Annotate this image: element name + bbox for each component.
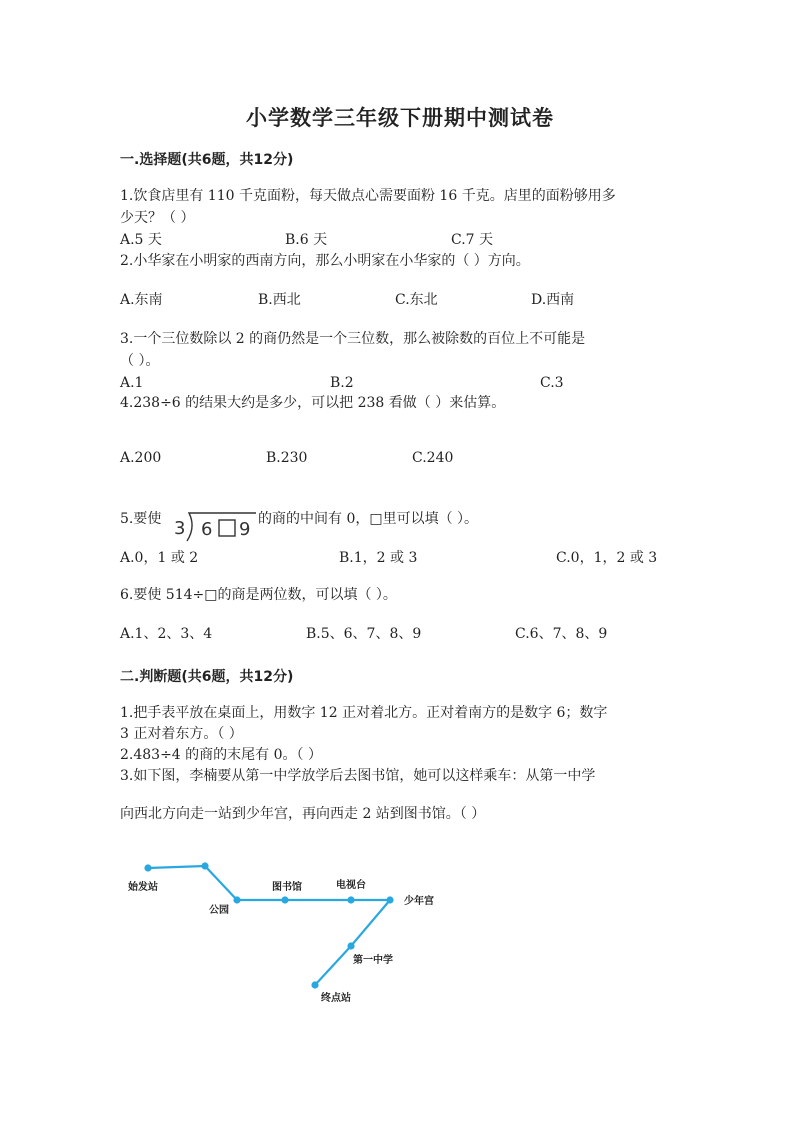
q1-line1: 1.饮食店里有 110 千克面粉，每天做点心需要面粉 16 千克。店里的面粉够用多 xyxy=(120,188,616,204)
q3-line1: 3.一个三位数除以 2 的商仍然是一个三位数，那么被除数的百位上不可能是 xyxy=(120,331,586,347)
q3-option-a: A.1 xyxy=(120,375,144,391)
q5-suffix: 的商的中间有 0，□里可以填（ ）。 xyxy=(258,511,479,527)
label-school: 第一中学 xyxy=(353,955,393,966)
q5-option-b: B.1，2 或 3 xyxy=(339,550,418,566)
dividend-digit-3: 9 xyxy=(239,519,251,540)
q1-option-b: B.6 天 xyxy=(285,232,328,248)
page-title: 小学数学三年级下册期中测试卷 xyxy=(246,105,554,130)
q2-option-c: C.东北 xyxy=(395,292,438,308)
divisor: 3 xyxy=(174,518,186,539)
long-division-figure xyxy=(172,507,258,543)
q5-prefix: 5.要使 xyxy=(120,511,162,527)
q3-option-c: C.3 xyxy=(540,375,564,391)
q5-option-a: A.0，1 或 2 xyxy=(120,550,199,566)
q2-option-d: D.西南 xyxy=(531,292,575,308)
section-heading-judgement: 二.判断题(共6题，共12分) xyxy=(120,669,294,685)
j3-line2: 向西北方向走一站到少年宫，再向西走 2 站到图书馆。（ ） xyxy=(120,806,486,822)
q5-option-c: C.0，1，2 或 3 xyxy=(556,550,658,566)
q4-option-b: B.230 xyxy=(266,450,308,466)
stop-terminal-dot xyxy=(311,981,318,988)
q4-option-a: A.200 xyxy=(120,450,162,466)
stop-bend-dot xyxy=(201,862,208,869)
q1-option-a: A.5 天 xyxy=(120,232,162,248)
stop-start-dot xyxy=(144,864,151,871)
q2-option-b: B.西北 xyxy=(258,292,301,308)
stop-tv-dot xyxy=(347,896,354,903)
dividend-digit-1: 6 xyxy=(201,519,213,540)
stop-youth-palace-dot xyxy=(386,896,393,903)
j3-line1: 3.如下图，李楠要从第一中学放学后去图书馆，她可以这样乘车：从第一中学 xyxy=(120,768,596,784)
q3-line2: （ ）。 xyxy=(120,353,160,369)
q1-option-c: C.7 天 xyxy=(451,232,494,248)
q3-option-b: B.2 xyxy=(330,375,354,391)
label-start: 始发站 xyxy=(128,882,158,893)
q6-option-c: C.6、7、8、9 xyxy=(515,626,608,642)
j2-text: 2.483÷4 的商的末尾有 0。（ ） xyxy=(120,747,322,763)
stop-park-dot xyxy=(233,896,240,903)
label-youth-palace: 少年宫 xyxy=(404,896,434,907)
q6-option-b: B.5、6、7、8、9 xyxy=(306,626,422,642)
q2-option-a: A.东南 xyxy=(120,292,163,308)
q4-text: 4.238÷6 的结果大约是多少，可以把 238 看做（ ）来估算。 xyxy=(120,395,506,411)
q1-line2: 少天？（ ） xyxy=(120,210,195,226)
route-line-branch xyxy=(315,900,390,985)
q4-option-c: C.240 xyxy=(412,450,454,466)
blank-box xyxy=(219,520,235,536)
section-heading-choice: 一.选择题(共6题，共12分) xyxy=(120,152,294,168)
q6-option-a: A.1、2、3、4 xyxy=(120,626,213,642)
label-terminal: 终点站 xyxy=(321,993,351,1004)
q6-text: 6.要使 514÷□的商是两位数，可以填（ ）。 xyxy=(120,587,397,603)
label-library: 图书馆 xyxy=(272,882,302,893)
label-park: 公园 xyxy=(209,905,229,916)
stop-library-dot xyxy=(281,896,288,903)
bus-route-map xyxy=(110,850,470,1010)
label-tv: 电视台 xyxy=(336,880,366,891)
q2-text: 2.小华家在小明家的西南方向，那么小明家在小华家的（ ）方向。 xyxy=(120,253,530,269)
j1-line1: 1.把手表平放在桌面上，用数字 12 正对着北方。正对着南方的是数字 6；数字 xyxy=(120,705,608,721)
stop-school-dot xyxy=(347,942,354,949)
j1-line2: 3 正对着东方。（ ） xyxy=(120,726,243,742)
